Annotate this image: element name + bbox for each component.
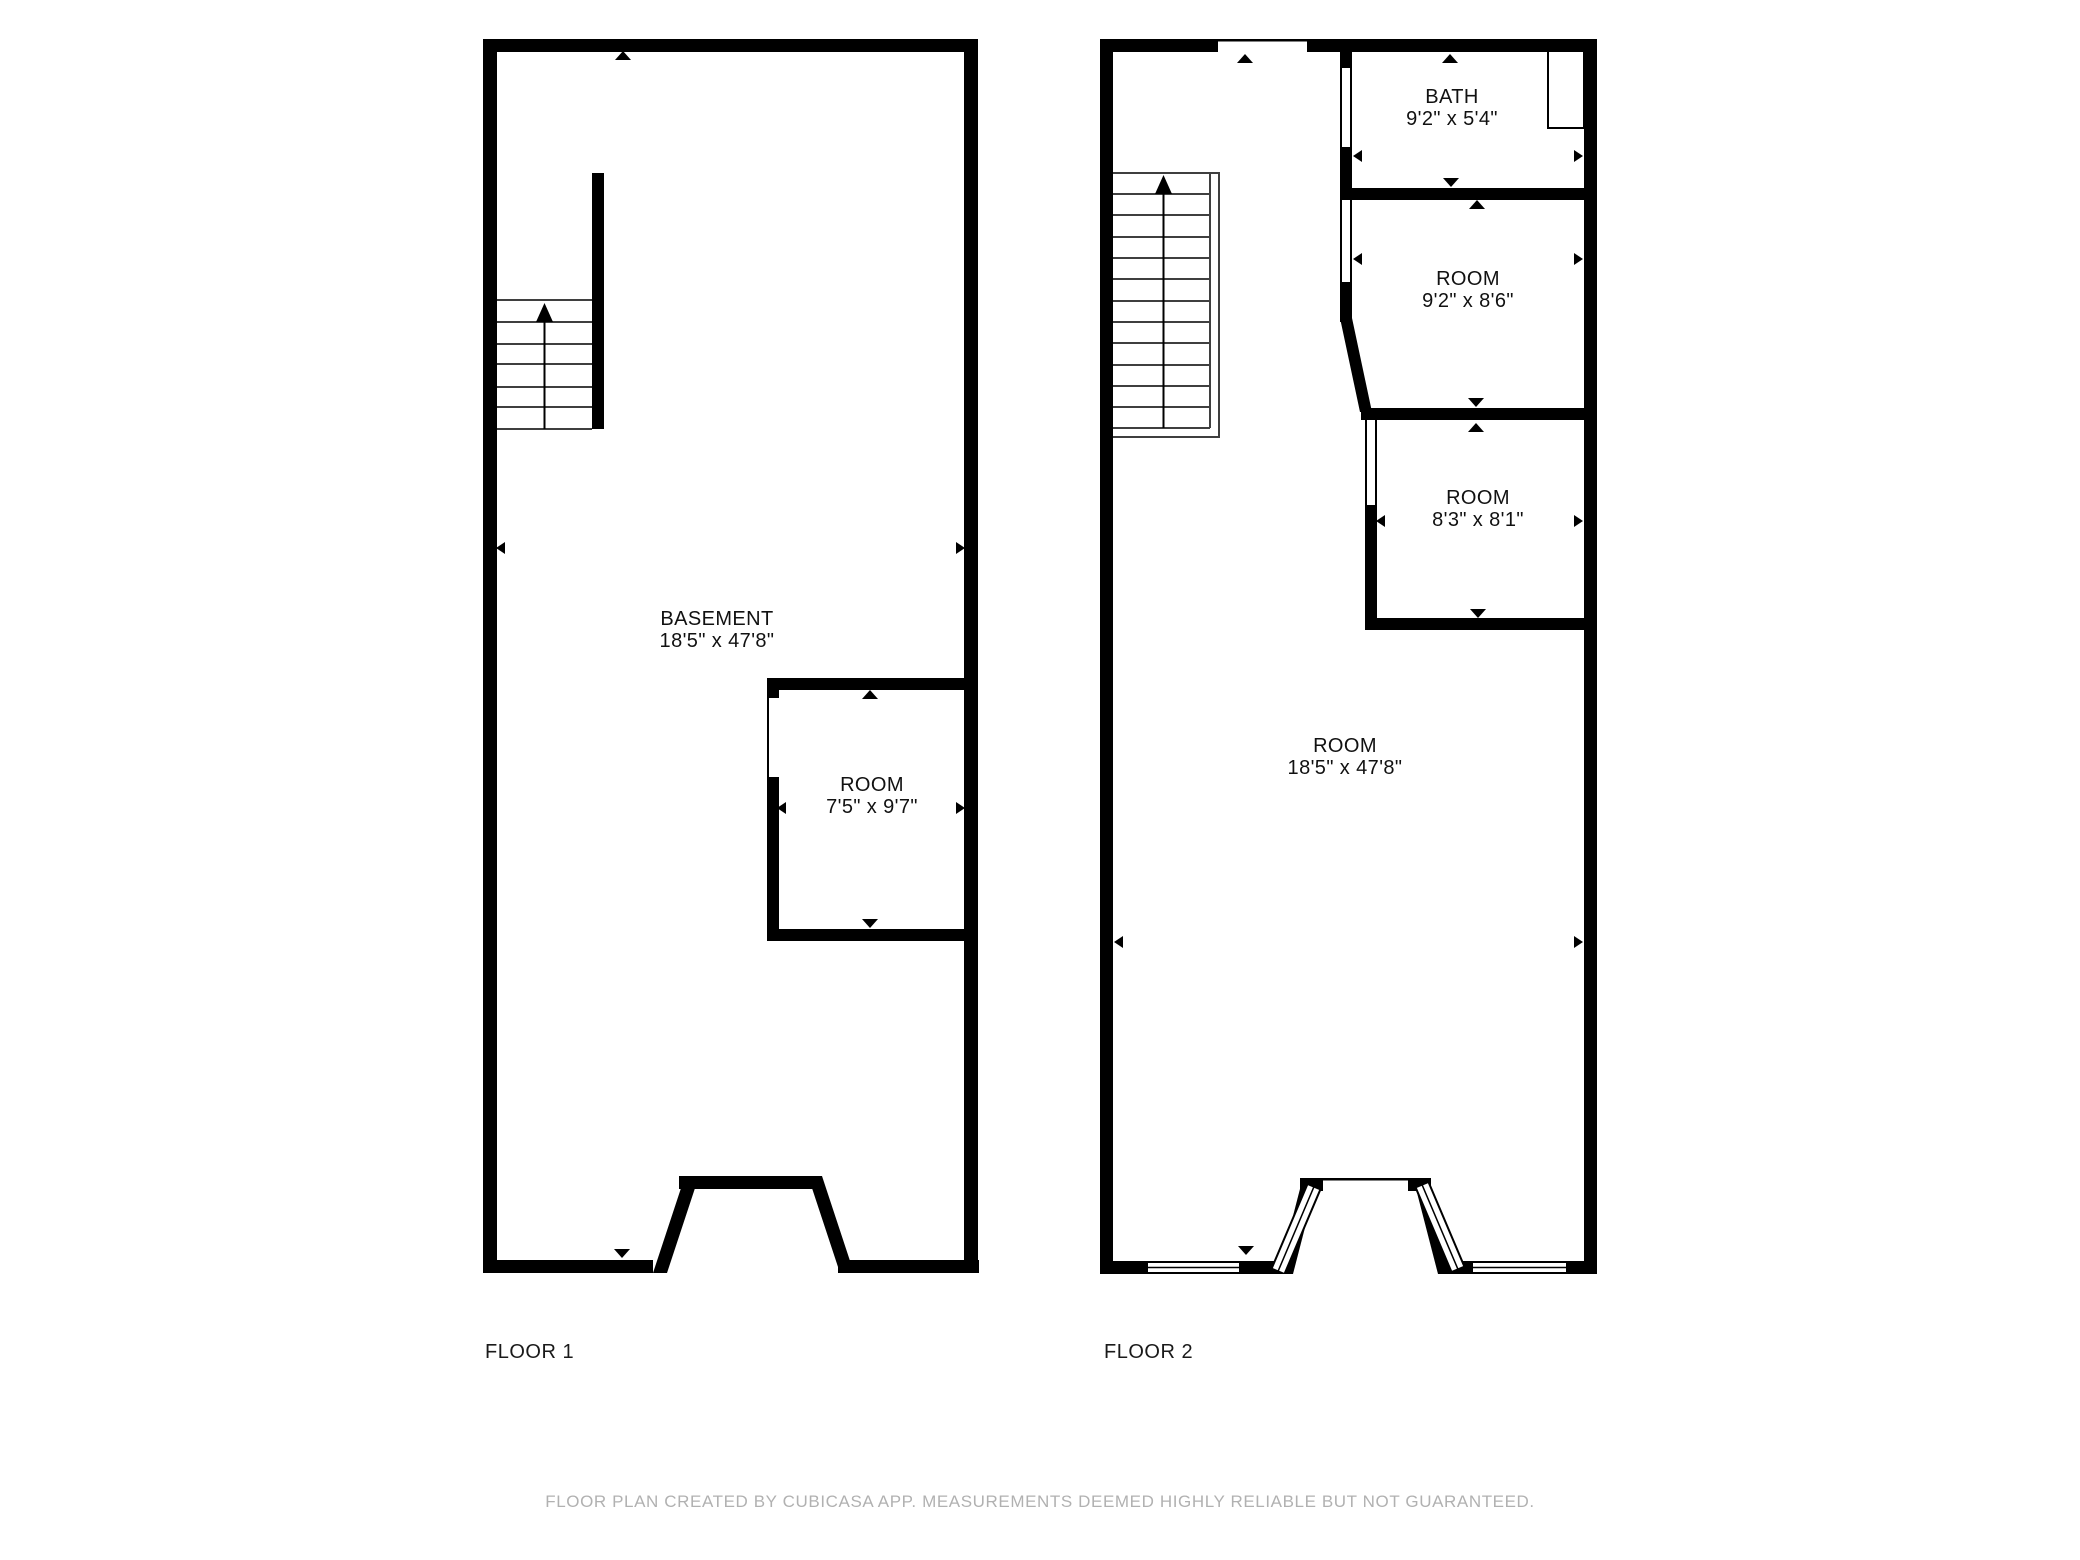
entry-opening xyxy=(1218,39,1307,42)
room-label-f2-room1 xyxy=(1318,269,1618,312)
arrow-up-icon xyxy=(536,303,553,322)
wall xyxy=(767,678,978,690)
disclaimer-text: FLOOR PLAN CREATED BY CUBICASA APP. MEASUREMENTS DEEMED HIGHLY RELIABLE BUT NOT GUARANTEED. xyxy=(545,1492,1535,1511)
arrow-up-icon xyxy=(1237,54,1253,63)
arrow-right-icon xyxy=(956,542,965,554)
window xyxy=(1147,1262,1240,1273)
wall-diagonal xyxy=(1340,318,1372,412)
room-name: ROOM xyxy=(1313,735,1377,757)
room-dims: 18'5" x 47'8" xyxy=(659,629,775,652)
room2-bottom-wall xyxy=(1365,618,1597,630)
arrow-down-icon xyxy=(1470,609,1486,618)
arrow-up-icon xyxy=(862,690,878,699)
room-label-f2-room2 xyxy=(1328,488,1628,531)
arrow-left-icon xyxy=(496,542,505,554)
room-name: ROOM xyxy=(840,774,904,796)
wall xyxy=(483,39,497,1273)
wall xyxy=(1340,39,1352,68)
room1-bottom-wall xyxy=(1361,408,1597,420)
wall-slant xyxy=(808,1176,854,1273)
room-name: BASEMENT xyxy=(660,608,774,630)
room-name: BATH xyxy=(1425,86,1479,108)
arrow-right-icon xyxy=(1574,253,1583,265)
room-dims: 7'5" x 9'7" xyxy=(826,795,918,818)
floor2-staircase xyxy=(1113,173,1219,437)
room-dims: 9'2" x 5'4" xyxy=(1406,107,1498,130)
wall xyxy=(1100,39,1113,1274)
room-dims: 9'2" x 8'6" xyxy=(1422,289,1514,312)
room-name: ROOM xyxy=(1436,268,1500,290)
wall xyxy=(1584,39,1597,1274)
floor1-measure-arrows xyxy=(496,51,965,1258)
floor2-plan xyxy=(1100,39,1597,1274)
floor1-exterior-walls xyxy=(483,39,979,1273)
arrow-right-icon xyxy=(1574,936,1583,948)
floor2-tag: FLOOR 2 xyxy=(1104,1341,1194,1363)
floor1-tag: FLOOR 1 xyxy=(485,1341,575,1363)
floor2-measure-arrows xyxy=(1114,54,1583,1255)
room-label-f1-room xyxy=(722,775,1022,818)
wall-slant xyxy=(653,1176,699,1273)
arrow-up-icon xyxy=(1469,200,1485,209)
room-name: ROOM xyxy=(1446,487,1510,509)
balcony-opening xyxy=(1323,1178,1408,1181)
floor2-windows xyxy=(1147,1182,1567,1274)
room-dims: 8'3" x 8'1" xyxy=(1432,508,1524,531)
arrow-up-icon xyxy=(1442,54,1458,63)
arrow-down-icon xyxy=(1443,178,1459,187)
wall xyxy=(838,1260,979,1273)
room-label-f2-bigroom xyxy=(1195,736,1495,779)
arrow-up-icon xyxy=(1155,175,1172,194)
arrow-left-icon xyxy=(1353,253,1362,265)
window xyxy=(1472,1262,1567,1273)
arrow-up-icon xyxy=(1468,423,1484,432)
wall xyxy=(483,39,978,52)
arrow-down-icon xyxy=(862,919,878,928)
arrow-left-icon xyxy=(1114,936,1123,948)
stair-stringer xyxy=(1113,173,1219,437)
floor1-plan xyxy=(483,39,979,1274)
wall xyxy=(767,929,978,941)
arrow-left-icon xyxy=(1353,150,1362,162)
bath-bottom-wall xyxy=(1340,188,1597,200)
arrow-down-icon xyxy=(1238,1246,1254,1255)
wall xyxy=(483,1260,653,1273)
room-label-bath xyxy=(1302,87,1602,130)
floor2-exterior-walls xyxy=(1100,39,1597,1274)
door-opening xyxy=(767,698,769,777)
arrow-down-icon xyxy=(614,1249,630,1258)
wall xyxy=(767,678,779,698)
wall xyxy=(1100,39,1218,52)
arrow-down-icon xyxy=(1468,398,1484,407)
stair-wall xyxy=(592,173,604,429)
wall xyxy=(964,39,978,1273)
arrow-up-icon xyxy=(615,51,631,60)
room-dims: 18'5" x 47'8" xyxy=(1287,756,1403,779)
floor1-staircase xyxy=(497,173,604,429)
wall xyxy=(679,1176,815,1189)
arrow-right-icon xyxy=(1574,150,1583,162)
room-label-basement xyxy=(567,609,867,652)
